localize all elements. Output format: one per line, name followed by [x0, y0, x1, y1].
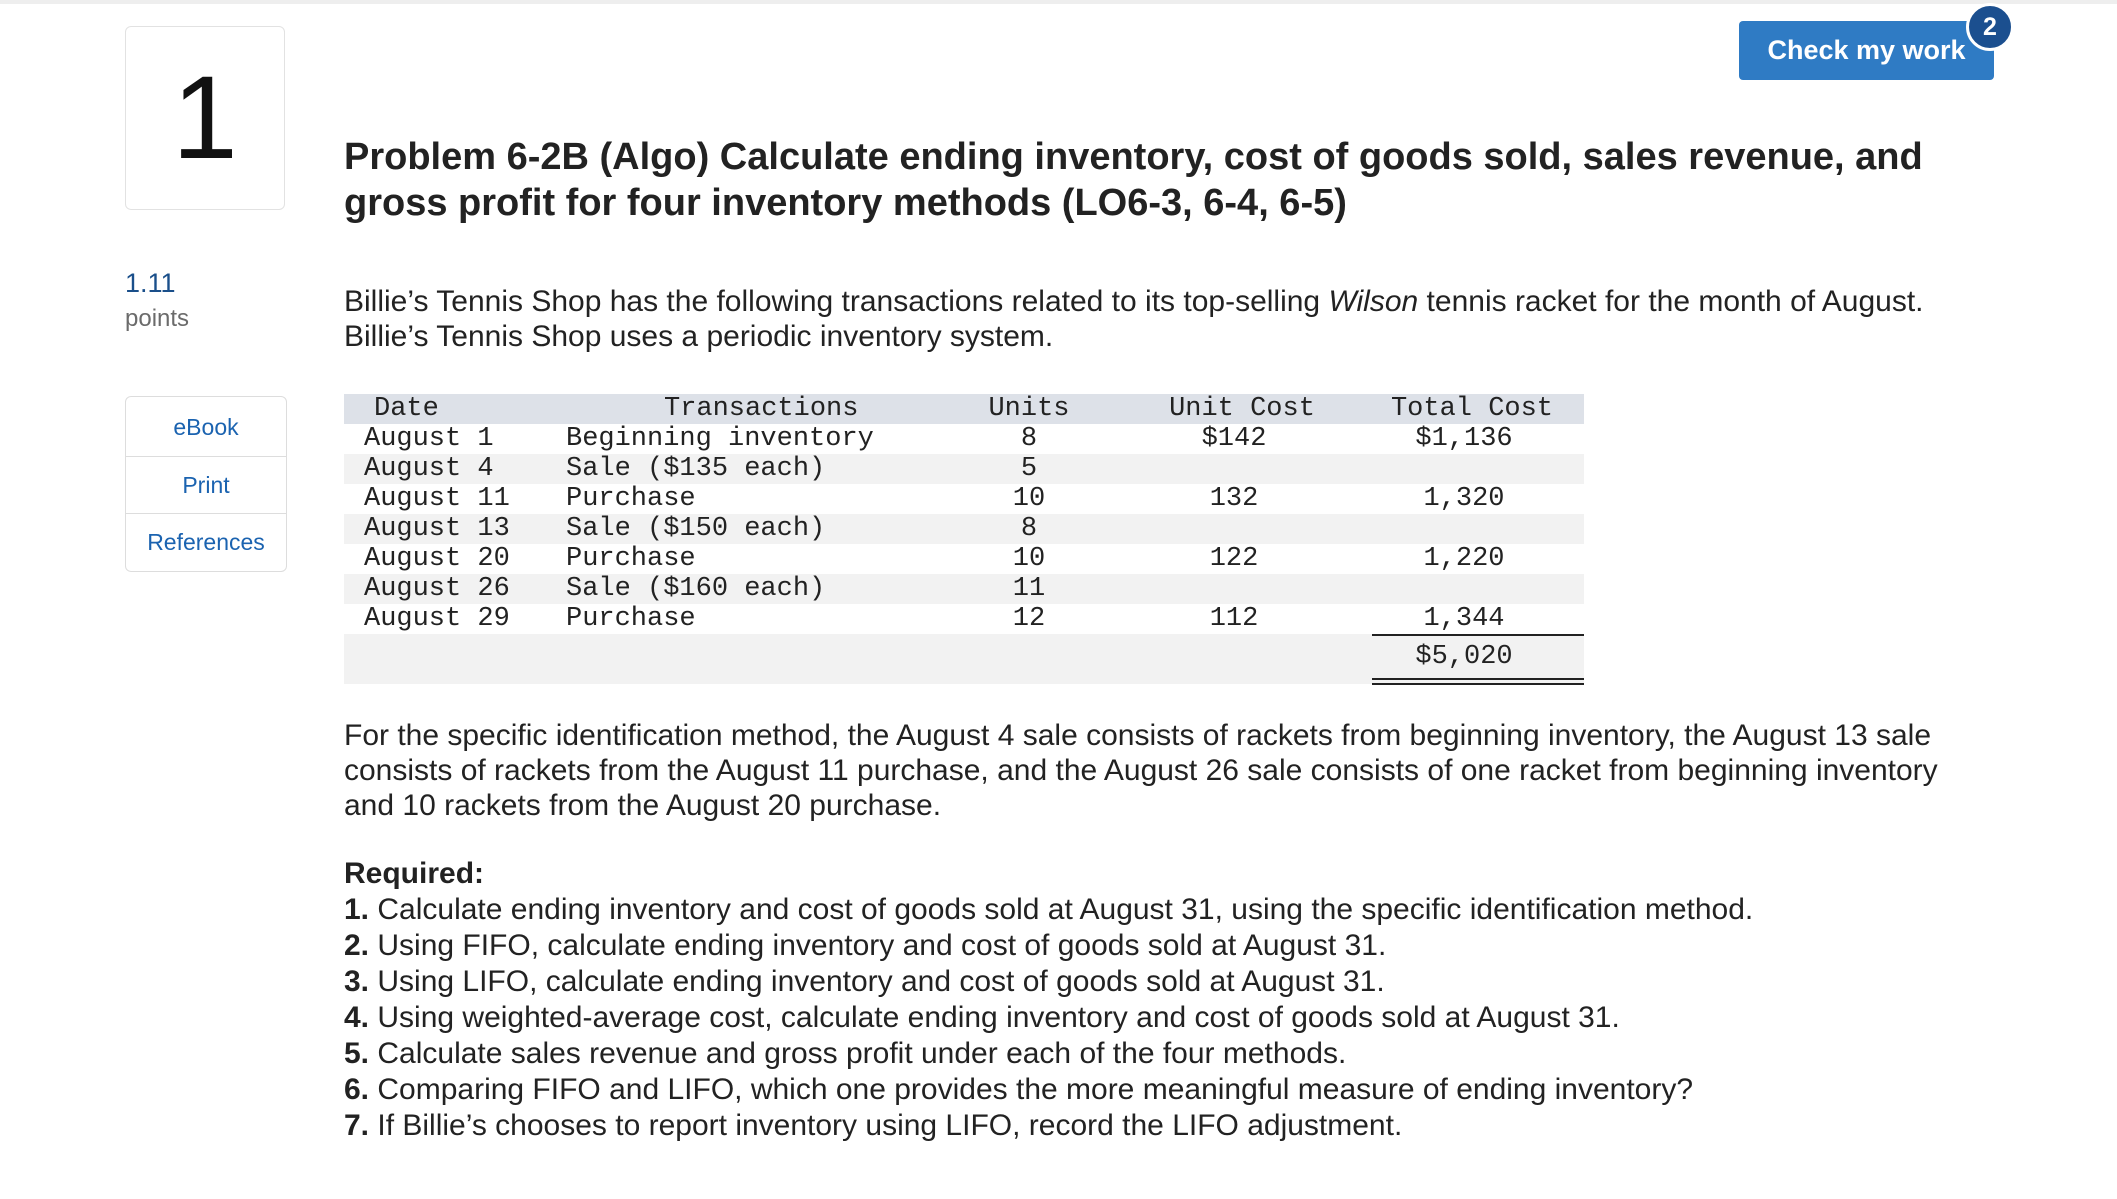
table-row: [344, 604, 1584, 634]
header-date: Date: [374, 394, 439, 424]
required-heading: Required:: [344, 857, 485, 890]
intro-text-1: Billie’s Tennis Shop has the following transactions related to its top-selling: [344, 285, 1329, 318]
row-unit-cost: 112: [1209, 604, 1259, 634]
table-header-row: Date Transactions Units Unit Cost Total Cost: [344, 394, 1584, 424]
required-item: [344, 964, 2044, 1000]
row-date: August 4: [364, 454, 494, 484]
row-unit-cost: $142: [1201, 424, 1267, 454]
top-divider: [0, 0, 2117, 4]
subtotal-rule: [1372, 634, 1584, 636]
question-number-box: [125, 26, 285, 210]
table-row: [344, 544, 1584, 574]
table-row: [344, 454, 1584, 484]
table-row: [344, 574, 1584, 604]
row-date: August 26: [364, 574, 510, 604]
row-units: 8: [1020, 424, 1038, 454]
required-item-text: If Billie’s chooses to report inventory using LIFO, record the LIFO adjustment.: [369, 1109, 1403, 1142]
required-item-number: 5.: [344, 1037, 370, 1070]
row-units: 10: [1012, 484, 1046, 514]
row-transaction: Sale ($150 each): [566, 514, 826, 544]
required-item-text: Comparing FIFO and LIFO, which one provides the more meaningful measure of ending inventory?: [369, 1073, 1694, 1106]
header-unit-cost: Unit Cost: [1169, 394, 1315, 424]
row-total-cost: $1,136: [1415, 424, 1513, 454]
question-number: 1: [172, 52, 238, 184]
row-total-cost: 1,320: [1423, 484, 1505, 514]
required-item-text: Using weighted-average cost, calculate ending inventory and cost of goods sold at August 31.: [369, 1001, 1620, 1034]
row-units: 10: [1012, 544, 1046, 574]
intro-brand: Wilson: [1328, 285, 1419, 318]
required-section: [344, 856, 2044, 1144]
table-total-row: [344, 634, 1584, 684]
required-item-text: Using FIFO, calculate ending inventory and cost of goods sold at August 31.: [369, 929, 1387, 962]
problem-intro: [344, 284, 1984, 354]
table-row: [344, 484, 1584, 514]
required-item: [344, 892, 2044, 928]
required-item: [344, 1108, 2044, 1144]
resource-links: [125, 396, 287, 572]
grand-total: $5,020: [1415, 642, 1513, 672]
required-item-text: Calculate sales revenue and gross profit under each of the four methods.: [369, 1037, 1347, 1070]
row-total-cost: 1,220: [1423, 544, 1505, 574]
row-transaction: Purchase: [566, 484, 696, 514]
required-item: [344, 1036, 2044, 1072]
required-item-number: 1.: [344, 893, 370, 926]
total-double-rule-top: [1372, 678, 1584, 680]
row-date: August 29: [364, 604, 510, 634]
row-date: August 20: [364, 544, 510, 574]
required-item: [344, 1072, 2044, 1108]
required-item-text: Calculate ending inventory and cost of goods sold at August 31, using the specific identification method.: [369, 893, 1754, 926]
total-double-rule-bottom: [1372, 683, 1584, 685]
points-label: points: [125, 305, 190, 332]
row-transaction: Beginning inventory: [566, 424, 874, 454]
row-transaction: Purchase: [566, 544, 696, 574]
row-transaction: Sale ($135 each): [566, 454, 826, 484]
row-total-cost: 1,344: [1423, 604, 1505, 634]
row-units: 8: [1020, 514, 1038, 544]
required-item: [344, 1000, 2044, 1036]
ebook-link[interactable]: eBook: [126, 397, 286, 457]
header-units: Units: [988, 394, 1070, 424]
row-date: August 13: [364, 514, 510, 544]
row-units: 11: [1012, 574, 1046, 604]
required-item-number: 4.: [344, 1001, 370, 1034]
row-units: 5: [1020, 454, 1038, 484]
attempts-badge: 2: [1966, 3, 2014, 51]
points-value: 1.11: [125, 268, 176, 298]
print-link[interactable]: Print: [126, 457, 286, 514]
problem-title: Problem 6-2B (Algo) Calculate ending inventory, cost of goods sold, sales revenue, and gross profit for four inventory methods (LO6-3, 6-4, 6-5): [344, 136, 1923, 224]
row-date: August 11: [364, 484, 510, 514]
required-item-number: 6.: [344, 1073, 370, 1106]
references-link[interactable]: References: [147, 529, 265, 555]
check-my-work-button[interactable]: Check my work: [1739, 21, 1994, 80]
intro-text-2: tennis racket for the month of August. Billie’s Tennis Shop uses a periodic inventory system.: [344, 285, 1924, 353]
row-transaction: Purchase: [566, 604, 696, 634]
required-item: [344, 928, 2044, 964]
specific-identification-note: For the specific identification method, the August 4 sale consists of rackets from beginning inventory, the August 13 sale consists of rackets from the August 11 purchase, and the August 26 sale consists of one racket from beginning inventory and 10 rackets from the August 20 purchase.: [344, 719, 1938, 822]
row-units: 12: [1012, 604, 1046, 634]
row-transaction: Sale ($160 each): [566, 574, 826, 604]
required-item-number: 2.: [344, 929, 370, 962]
row-unit-cost: 122: [1209, 544, 1259, 574]
row-date: August 1: [364, 424, 494, 454]
header-total-cost: Total Cost: [1390, 394, 1554, 424]
table-row: [344, 514, 1584, 544]
table-row: [344, 424, 1584, 454]
row-unit-cost: 132: [1209, 484, 1259, 514]
required-item-number: 7.: [344, 1109, 370, 1142]
transactions-table: [344, 394, 1584, 684]
required-item-number: 3.: [344, 965, 370, 998]
required-item-text: Using LIFO, calculate ending inventory and cost of goods sold at August 31.: [369, 965, 1385, 998]
